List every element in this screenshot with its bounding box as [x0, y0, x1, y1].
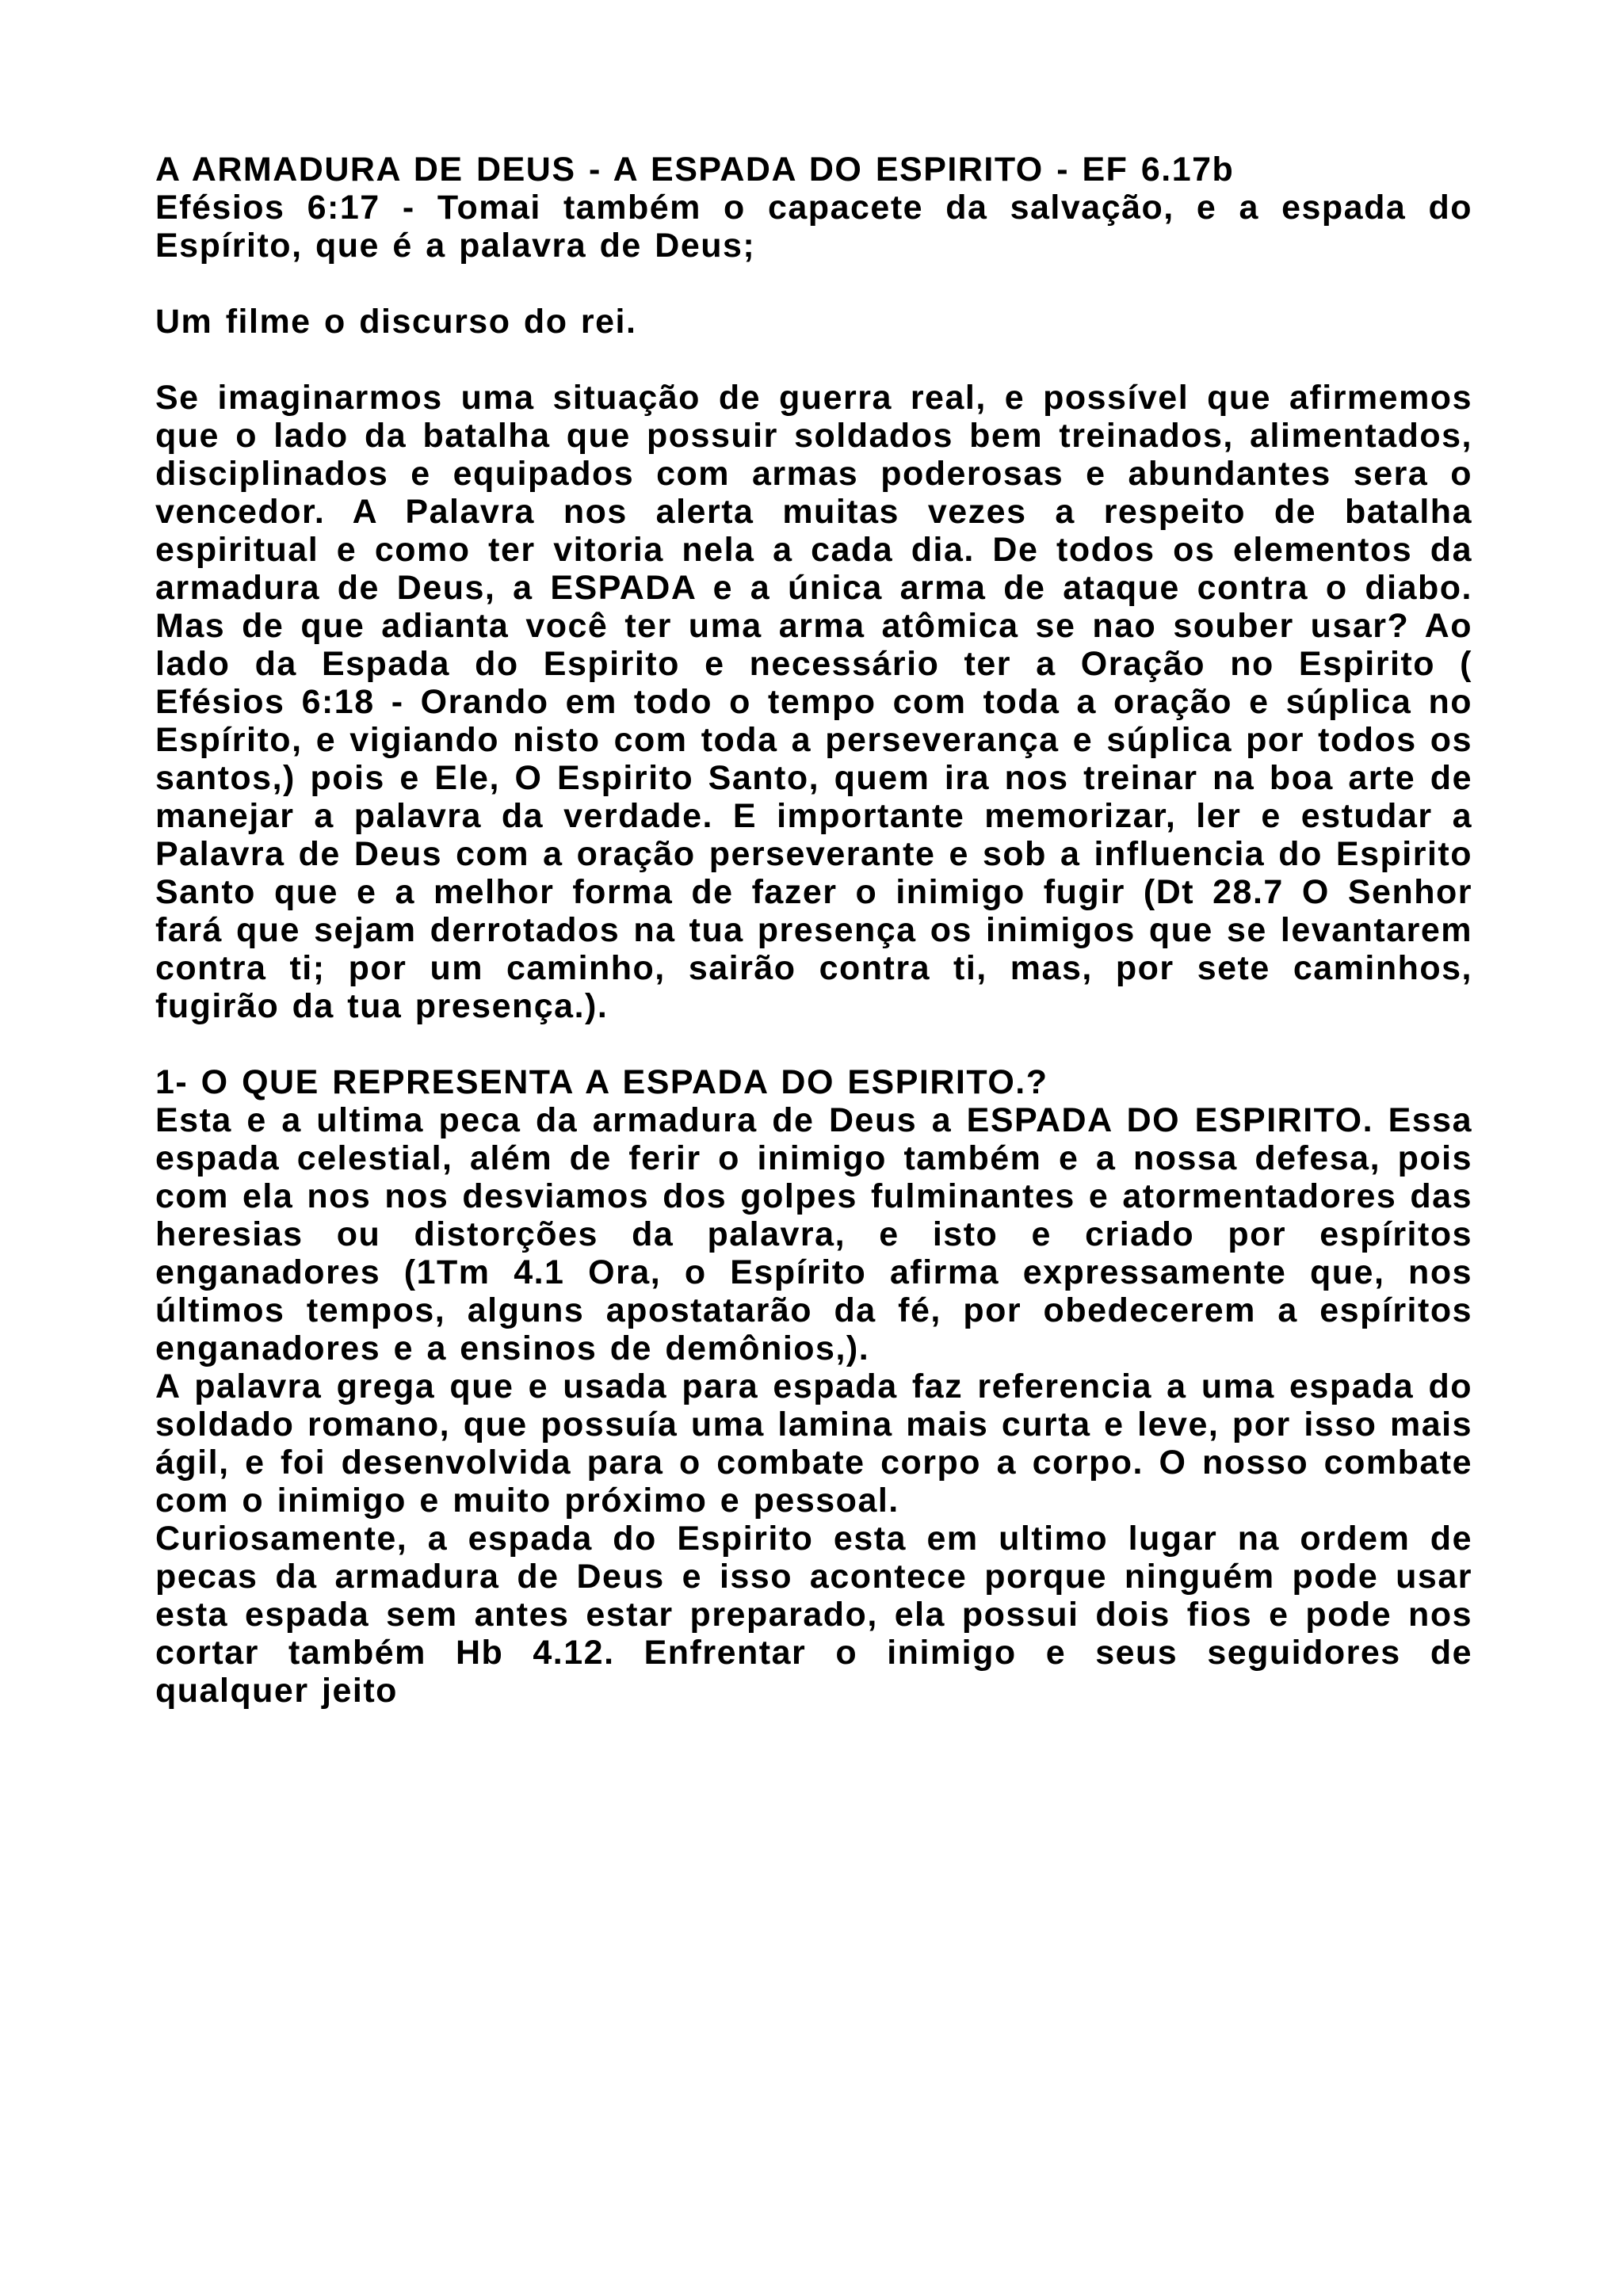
section1-heading: 1- O QUE REPRESENTA A ESPADA DO ESPIRITO.?: [155, 1063, 1048, 1101]
verse-text: Efésios 6:17 - Tomai também o capacete da salvação, e a espada do Espírito, que é a palavra de Deus;: [155, 189, 1472, 265]
intro-paragraph: Se imaginarmos uma situação de guerra real, e possível que afirmemos que o lado da batalha que possuir soldados bem treinados, alimentados, disciplinados e equipados com armas poderosas e abundantes sera o vencedor. A Palavra nos alerta muitas vezes a respeito de batalha espiritual e como ter vitoria nela a cada dia. De todos os elementos da armadura de Deus, a ESPADA e a única arma de ataque contra o diabo. Mas de que adianta você ter uma arma atômica se nao souber usar? Ao lado da Espada do Espirito e necessário ter a Oração no Espirito ( Efésios 6:18 - Orando em todo o tempo com toda a oração e súplica no Espírito, e vigiando nisto com toda a perseverança e súplica por todos os santos,) pois e Ele, O Espirito Santo, quem ira nos treinar na boa arte de manejar a palavra da verdade. E importante memorizar, ler e estudar a Palavra de Deus com a oração perseverante e sob a influencia do Espirito Santo que e a melhor forma de fazer o inimigo fugir (Dt 28.7 O Senhor fará que sejam derrotados na tua presença os inimigos que se levantarem contra ti; por um caminho, sairão contra ti, mas, por sete caminhos, fugirão da tua presença.).: [155, 379, 1472, 1025]
document-page: [155, 151, 1472, 1710]
section1-paragraph-2: A palavra grega que e usada para espada faz referencia a uma espada do soldado romano, que possuía uma lamina mais curta e leve, por isso mais ágil, e foi desenvolvida para o combate corpo a corpo. O nosso combate com o inimigo e muito próximo e pessoal.: [155, 1367, 1472, 1520]
film-note: Um filme o discurso do rei.: [155, 303, 637, 341]
section1-paragraph-1: Esta e a ultima peca da armadura de Deus a ESPADA DO ESPIRITO. Essa espada celestial, além de ferir o inimigo também e a nossa defesa, pois com ela nos nos desviamos dos golpes fulminantes e atormentadores das heresias ou distorções da palavra, e isto e criado por espíritos enganadores (1Tm 4.1 Ora, o Espírito afirma expressamente que, nos últimos tempos, alguns apostatarão da fé, por obedecerem a espíritos enganadores e a ensinos de demônios,).: [155, 1101, 1472, 1367]
section1-paragraph-3: Curiosamente, a espada do Espirito esta em ultimo lugar na ordem de pecas da armadura de Deus e isso acontece porque ninguém pode usar esta espada sem antes estar preparado, ela possui dois fios e pode nos cortar também Hb 4.12. Enfrentar o inimigo e seus seguidores de qualquer jeito: [155, 1520, 1472, 1710]
document-title: A ARMADURA DE DEUS - A ESPADA DO ESPIRITO - EF 6.17b: [155, 151, 1235, 189]
